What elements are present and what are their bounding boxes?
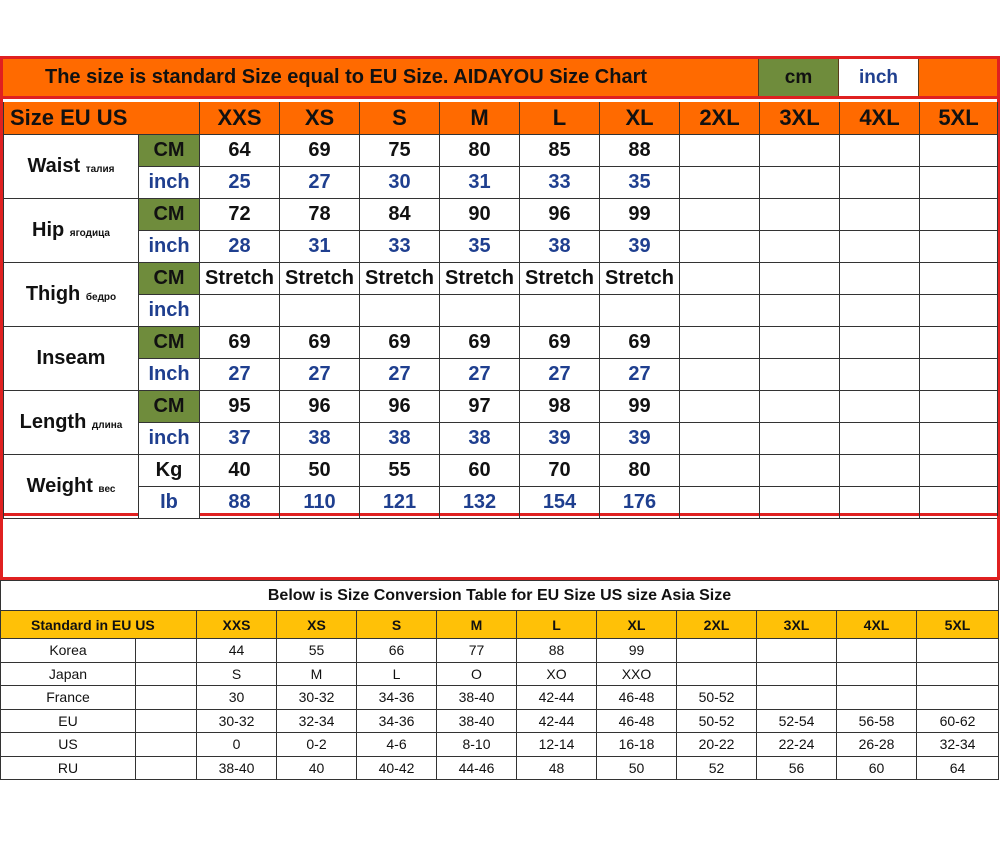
value-cell: 44 [197, 639, 277, 663]
value-cell: 121 [360, 486, 440, 518]
unit-cell: CM [139, 134, 200, 166]
value-cell [840, 134, 920, 166]
value-cell [840, 294, 920, 326]
value-cell: 50-52 [677, 686, 757, 710]
region-label: France [1, 686, 136, 710]
table-row [4, 454, 998, 486]
value-cell: 30 [360, 166, 440, 198]
size-header-m: M [440, 102, 520, 134]
value-cell: 22-24 [757, 733, 837, 757]
value-cell [680, 294, 760, 326]
size-header-5xl: 5XL [920, 102, 998, 134]
value-cell: 77 [437, 639, 517, 663]
value-cell: 38 [520, 230, 600, 262]
value-cell: 50-52 [677, 709, 757, 733]
table-row [4, 230, 998, 262]
region-label: Korea [1, 639, 136, 663]
value-cell: 34-36 [357, 686, 437, 710]
table-row [1, 686, 999, 710]
value-cell [837, 662, 917, 686]
empty-cell [136, 639, 197, 663]
value-cell [600, 294, 680, 326]
value-cell: 27 [520, 358, 600, 390]
measurement-name: Waist [27, 154, 81, 177]
value-cell [680, 198, 760, 230]
value-cell: 55 [277, 639, 357, 663]
value-cell: 38-40 [197, 756, 277, 780]
value-cell [200, 294, 280, 326]
conversion-size-xs: XS [277, 611, 357, 639]
value-cell: 46-48 [597, 709, 677, 733]
value-cell [680, 390, 760, 422]
table-row [1, 756, 999, 780]
value-cell [840, 230, 920, 262]
value-cell: 70 [520, 454, 600, 486]
value-cell [680, 454, 760, 486]
value-cell: 72 [200, 198, 280, 230]
table-row [4, 358, 998, 390]
value-cell: O [437, 662, 517, 686]
value-cell [680, 230, 760, 262]
value-cell [760, 486, 840, 518]
table-row [4, 486, 998, 518]
value-cell: 84 [360, 198, 440, 230]
value-cell [760, 422, 840, 454]
region-label: Japan [1, 662, 136, 686]
value-cell: 69 [360, 326, 440, 358]
value-cell [837, 686, 917, 710]
value-cell: 27 [440, 358, 520, 390]
value-cell: 96 [360, 390, 440, 422]
value-cell: 38 [280, 422, 360, 454]
region-label: US [1, 733, 136, 757]
measurement-thigh [4, 262, 139, 326]
value-cell: 33 [520, 166, 600, 198]
chart-title: The size is standard Size equal to EU Size. AIDAYOU Size Chart [3, 59, 759, 96]
value-cell: 40 [277, 756, 357, 780]
value-cell [920, 486, 998, 518]
size-table [3, 102, 998, 519]
value-cell [677, 662, 757, 686]
measurement-inseam [4, 326, 139, 390]
empty-cell [136, 662, 197, 686]
table-row [1, 639, 999, 663]
value-cell: L [357, 662, 437, 686]
value-cell: XO [517, 662, 597, 686]
value-cell [680, 166, 760, 198]
measurement-name: Weight [26, 474, 93, 497]
value-cell: 30-32 [277, 686, 357, 710]
value-cell: 0 [197, 733, 277, 757]
value-cell [440, 294, 520, 326]
unit-cell: Ib [139, 486, 200, 518]
size-header-2xl: 2XL [680, 102, 760, 134]
value-cell: 69 [200, 326, 280, 358]
value-cell [920, 134, 998, 166]
unit-cell: Inch [139, 358, 200, 390]
value-cell [917, 662, 999, 686]
value-cell [840, 390, 920, 422]
value-cell: S [197, 662, 277, 686]
measurement-waist [4, 134, 139, 198]
value-cell [840, 198, 920, 230]
value-cell: 78 [280, 198, 360, 230]
value-cell: 39 [520, 422, 600, 454]
value-cell [920, 262, 998, 294]
value-cell [840, 486, 920, 518]
value-cell: 20-22 [677, 733, 757, 757]
table-row [4, 134, 998, 166]
value-cell: 27 [360, 358, 440, 390]
value-cell: 28 [200, 230, 280, 262]
conversion-size-xxs: XXS [197, 611, 277, 639]
value-cell [677, 639, 757, 663]
value-cell [680, 422, 760, 454]
value-cell [920, 454, 998, 486]
unit-cell: CM [139, 326, 200, 358]
size-header-xs: XS [280, 102, 360, 134]
value-cell: 99 [597, 639, 677, 663]
value-cell: 75 [360, 134, 440, 166]
size-header-4xl: 4XL [840, 102, 920, 134]
table-row [4, 326, 998, 358]
value-cell: 25 [200, 166, 280, 198]
conversion-size-m: M [437, 611, 517, 639]
value-cell: Stretch [280, 262, 360, 294]
unit-inch-label: inch [839, 59, 919, 96]
value-cell: M [277, 662, 357, 686]
conversion-size-2xl: 2XL [677, 611, 757, 639]
value-cell: Stretch [520, 262, 600, 294]
value-cell: 27 [280, 358, 360, 390]
table-row [1, 733, 999, 757]
value-cell: 56-58 [837, 709, 917, 733]
table-row [4, 294, 998, 326]
value-cell: 69 [280, 134, 360, 166]
value-cell: 60-62 [917, 709, 999, 733]
measurement-length [4, 390, 139, 454]
value-cell: 37 [200, 422, 280, 454]
value-cell: 48 [517, 756, 597, 780]
value-cell: 31 [280, 230, 360, 262]
conversion-size-5xl: 5XL [917, 611, 999, 639]
value-cell: Stretch [600, 262, 680, 294]
value-cell: 35 [440, 230, 520, 262]
size-header-3xl: 3XL [760, 102, 840, 134]
table-row [4, 262, 998, 294]
value-cell [920, 358, 998, 390]
value-cell: 38 [440, 422, 520, 454]
value-cell: 50 [597, 756, 677, 780]
value-cell: 69 [520, 326, 600, 358]
unit-cell: CM [139, 390, 200, 422]
value-cell: 80 [600, 454, 680, 486]
value-cell [760, 134, 840, 166]
value-cell: 132 [440, 486, 520, 518]
value-cell: 88 [517, 639, 597, 663]
size-header-s: S [360, 102, 440, 134]
value-cell: 60 [440, 454, 520, 486]
size-chart [0, 56, 1000, 516]
value-cell [920, 230, 998, 262]
measurement-hip [4, 198, 139, 262]
value-cell: 39 [600, 230, 680, 262]
measurement-name-ru: ягодица [69, 227, 110, 239]
value-cell: 80 [440, 134, 520, 166]
unit-cell: inch [139, 294, 200, 326]
size-header-row [4, 102, 998, 134]
measurement-name: Length [19, 410, 87, 433]
value-cell: Stretch [200, 262, 280, 294]
value-cell: 35 [600, 166, 680, 198]
size-header-l: L [520, 102, 600, 134]
empty-cell [136, 756, 197, 780]
conversion-title: Below is Size Conversion Table for EU Size US size Asia Size [1, 581, 999, 611]
value-cell [757, 662, 837, 686]
size-header-xxs: XXS [200, 102, 280, 134]
value-cell: 90 [440, 198, 520, 230]
value-cell: 46-48 [597, 686, 677, 710]
value-cell: 8-10 [437, 733, 517, 757]
table-row [1, 662, 999, 686]
value-cell [680, 326, 760, 358]
value-cell [840, 262, 920, 294]
value-cell [760, 326, 840, 358]
value-cell: 99 [600, 198, 680, 230]
value-cell: 12-14 [517, 733, 597, 757]
value-cell [680, 262, 760, 294]
value-cell [920, 390, 998, 422]
value-cell: 96 [520, 198, 600, 230]
unit-cm-label: cm [759, 59, 839, 96]
value-cell: 27 [600, 358, 680, 390]
value-cell: 50 [280, 454, 360, 486]
value-cell: 154 [520, 486, 600, 518]
value-cell: 33 [360, 230, 440, 262]
value-cell [837, 639, 917, 663]
value-cell [840, 358, 920, 390]
value-cell [920, 166, 998, 198]
value-cell [920, 326, 998, 358]
value-cell [840, 454, 920, 486]
value-cell [757, 639, 837, 663]
value-cell: Stretch [360, 262, 440, 294]
value-cell [760, 454, 840, 486]
value-cell: 52-54 [757, 709, 837, 733]
chart-header-row [3, 59, 997, 99]
value-cell [840, 166, 920, 198]
unit-cell: inch [139, 230, 200, 262]
value-cell [760, 294, 840, 326]
value-cell [920, 198, 998, 230]
table-row [4, 166, 998, 198]
value-cell: 32-34 [277, 709, 357, 733]
size-header-xl: XL [600, 102, 680, 134]
value-cell: 64 [917, 756, 999, 780]
value-cell: 32-34 [917, 733, 999, 757]
value-cell: Stretch [440, 262, 520, 294]
conversion-header-row [1, 611, 999, 639]
conversion-size-3xl: 3XL [757, 611, 837, 639]
value-cell [840, 422, 920, 454]
value-cell: 27 [280, 166, 360, 198]
value-cell: 16-18 [597, 733, 677, 757]
value-cell: 0-2 [277, 733, 357, 757]
value-cell: 97 [440, 390, 520, 422]
value-cell: 42-44 [517, 686, 597, 710]
table-row [4, 422, 998, 454]
value-cell: 38-40 [437, 709, 517, 733]
value-cell [520, 294, 600, 326]
conversion-table [0, 580, 999, 780]
value-cell [840, 326, 920, 358]
value-cell: 110 [280, 486, 360, 518]
measurement-name-ru: бедро [85, 291, 117, 303]
empty-cell [136, 686, 197, 710]
value-cell: 64 [200, 134, 280, 166]
table-row [4, 390, 998, 422]
value-cell: 42-44 [517, 709, 597, 733]
value-cell: 38 [360, 422, 440, 454]
value-cell: 39 [600, 422, 680, 454]
measurement-name-ru: талия [85, 163, 115, 175]
conversion-header-label: Standard in EU US [1, 611, 197, 639]
value-cell: 66 [357, 639, 437, 663]
unit-cell: inch [139, 166, 200, 198]
unit-cell: inch [139, 422, 200, 454]
value-cell: 85 [520, 134, 600, 166]
region-label: EU [1, 709, 136, 733]
value-cell [760, 198, 840, 230]
value-cell [760, 390, 840, 422]
value-cell [920, 422, 998, 454]
value-cell: 34-36 [357, 709, 437, 733]
value-cell [917, 639, 999, 663]
value-cell: 88 [600, 134, 680, 166]
table-row [4, 198, 998, 230]
measurement-name-ru: вес [98, 483, 116, 495]
value-cell [360, 294, 440, 326]
value-cell [760, 262, 840, 294]
value-cell [757, 686, 837, 710]
value-cell: 69 [600, 326, 680, 358]
value-cell [680, 134, 760, 166]
value-cell: XXO [597, 662, 677, 686]
value-cell: 40 [200, 454, 280, 486]
value-cell: 26-28 [837, 733, 917, 757]
unit-cell: CM [139, 262, 200, 294]
size-corner-label: Size EU US [4, 102, 200, 134]
spacer-area [0, 516, 1000, 580]
value-cell: 56 [757, 756, 837, 780]
value-cell: 88 [200, 486, 280, 518]
value-cell [920, 294, 998, 326]
value-cell: 96 [280, 390, 360, 422]
value-cell: 30-32 [197, 709, 277, 733]
measurement-name: Thigh [25, 282, 81, 305]
value-cell: 99 [600, 390, 680, 422]
conversion-size-xl: XL [597, 611, 677, 639]
value-cell [680, 486, 760, 518]
value-cell: 98 [520, 390, 600, 422]
region-label: RU [1, 756, 136, 780]
value-cell [917, 686, 999, 710]
header-filler [919, 59, 997, 96]
value-cell: 40-42 [357, 756, 437, 780]
value-cell: 31 [440, 166, 520, 198]
value-cell: 95 [200, 390, 280, 422]
value-cell [760, 166, 840, 198]
conversion-size-4xl: 4XL [837, 611, 917, 639]
value-cell [760, 230, 840, 262]
value-cell: 69 [440, 326, 520, 358]
conversion-size-s: S [357, 611, 437, 639]
value-cell [680, 358, 760, 390]
empty-cell [136, 733, 197, 757]
measurement-name: Inseam [36, 346, 106, 369]
value-cell: 44-46 [437, 756, 517, 780]
value-cell: 38-40 [437, 686, 517, 710]
value-cell: 60 [837, 756, 917, 780]
value-cell [760, 358, 840, 390]
value-cell: 176 [600, 486, 680, 518]
value-cell: 69 [280, 326, 360, 358]
measurement-weight [4, 454, 139, 518]
value-cell: 55 [360, 454, 440, 486]
unit-cell: CM [139, 198, 200, 230]
value-cell: 30 [197, 686, 277, 710]
value-cell: 4-6 [357, 733, 437, 757]
value-cell: 52 [677, 756, 757, 780]
table-row [1, 709, 999, 733]
value-cell: 27 [200, 358, 280, 390]
unit-cell: Kg [139, 454, 200, 486]
measurement-name: Hip [32, 218, 65, 241]
measurement-name-ru: длина [91, 419, 123, 431]
value-cell [280, 294, 360, 326]
empty-cell [136, 709, 197, 733]
conversion-title-row [1, 581, 999, 611]
conversion-size-l: L [517, 611, 597, 639]
